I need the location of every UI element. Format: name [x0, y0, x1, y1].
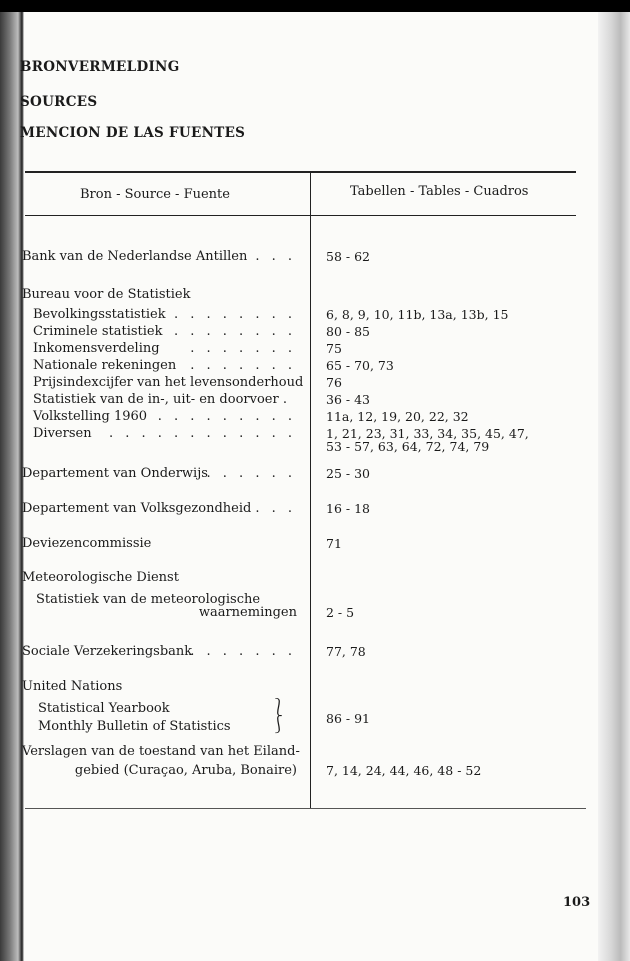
table-numbers: 7, 14, 24, 44, 46, 48 - 52	[326, 763, 482, 778]
source-label: Statistiek van de meteorologische	[36, 592, 261, 607]
heading-spanish: MENCION DE LAS FUENTES	[20, 125, 246, 141]
source-label: United Nations	[22, 679, 123, 694]
dot-leader: . . . . . . .	[190, 358, 296, 373]
source-label: Departement van Onderwijs	[22, 466, 208, 481]
brace-icon: ⎱ ⎰	[270, 698, 287, 735]
heading-english: SOURCES	[20, 94, 98, 110]
source-label: Inkomensverdeling	[33, 341, 160, 356]
table-header-rule	[25, 215, 576, 216]
source-label: Statistical Yearbook	[38, 701, 170, 716]
table-numbers: 80 - 85	[326, 324, 370, 339]
table-numbers: 58 - 62	[326, 249, 370, 264]
source-label: Nationale rekeningen	[33, 358, 177, 373]
source-label-line2: Monthly Bulletin of Statistics	[38, 719, 231, 734]
dot-leader: . . . . . . . .	[174, 324, 296, 339]
header-source: Bron - Source - Fuente	[80, 187, 230, 202]
heading-dutch: BRONVERMELDING	[20, 59, 180, 75]
table-numbers: 65 - 70, 73	[326, 358, 394, 373]
dot-leader: . . . . . . . . .	[157, 409, 296, 424]
dot-leader: . . . . . .	[206, 466, 296, 481]
scan-top-border	[0, 0, 630, 12]
source-label-line2: waarnemingen	[198, 605, 297, 620]
table-numbers: 86 - 91	[326, 711, 370, 726]
table-bottom-rule	[25, 808, 586, 809]
source-label: Bevolkingsstatistiek	[33, 307, 166, 322]
table-numbers: 36 - 43	[326, 392, 370, 407]
source-label: Prijsindexcijfer van het levensonderhoud	[33, 375, 304, 390]
table-numbers: 2 - 5	[326, 605, 355, 620]
source-label: Sociale Verzekeringsbank	[22, 644, 193, 659]
dot-leader: . . .	[255, 249, 296, 264]
source-label: Volkstelling 1960	[33, 409, 148, 424]
page-edge	[598, 12, 630, 961]
table-numbers: 11a, 12, 19, 20, 22, 32	[326, 409, 469, 424]
source-label: Meteorologische Dienst	[22, 570, 179, 585]
table-top-rule	[25, 171, 576, 173]
table-numbers-line2: 53 - 57, 63, 64, 72, 74, 79	[326, 439, 490, 454]
dot-leader: . . . . . . .	[190, 644, 296, 659]
source-label: Deviezencommissie	[22, 536, 152, 551]
table-numbers: 75	[326, 341, 342, 356]
header-tables: Tabellen - Tables - Cuadros	[350, 184, 529, 199]
dot-leader: . . . . . . . . . . . .	[108, 426, 296, 441]
page-number: 103	[563, 895, 591, 910]
source-label: Criminele statistiek	[33, 324, 163, 339]
table-numbers: 76	[326, 375, 342, 390]
table-numbers: 1, 21, 23, 31, 33, 34, 35, 45, 47,	[326, 426, 529, 441]
source-label: Bureau voor de Statistiek	[22, 287, 191, 302]
table-numbers: 77, 78	[326, 644, 366, 659]
source-label: Departement van Volksgezondheid	[22, 501, 252, 516]
table-numbers: 25 - 30	[326, 466, 370, 481]
dot-leader: . . . . . . .	[190, 341, 296, 356]
source-label: Diversen	[33, 426, 92, 441]
source-label: Bank van de Nederlandse Antillen	[22, 249, 248, 264]
book-binding-shadow	[0, 12, 24, 961]
dot-leader: . . .	[255, 501, 296, 516]
table-numbers: 6, 8, 9, 10, 11b, 13a, 13b, 15	[326, 307, 509, 322]
source-label: Statistiek van de in-, uit- en doorvoer .	[33, 392, 287, 407]
dot-leader: . . . . . . . .	[174, 307, 296, 322]
table-numbers: 16 - 18	[326, 501, 370, 516]
source-label: Verslagen van de toestand van het Eiland-	[22, 744, 300, 759]
table-numbers: 71	[326, 536, 342, 551]
column-divider	[310, 172, 311, 808]
source-label-line2: gebied (Curaçao, Aruba, Bonaire)	[74, 763, 297, 778]
